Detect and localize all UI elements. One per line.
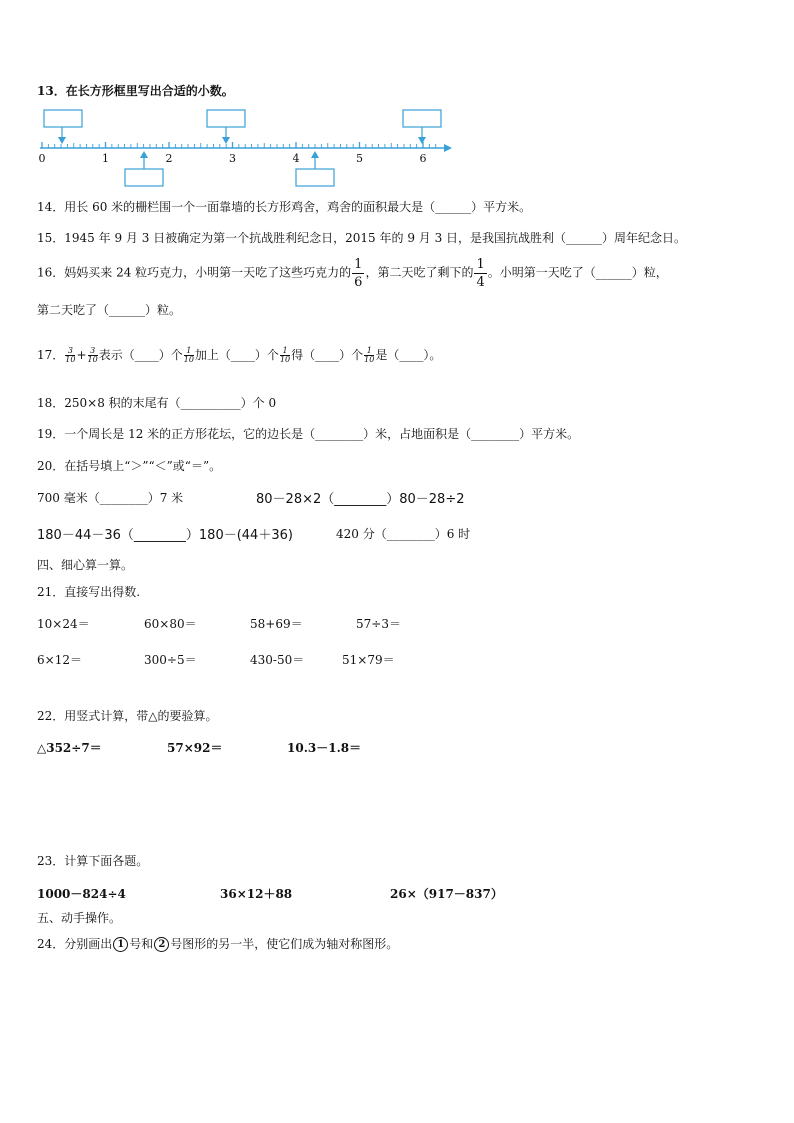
q21-item: 57÷3＝ [356, 617, 401, 631]
q16-part3: 。小明第一天吃了（______）粒， [487, 265, 668, 280]
q17-num: 17． [37, 348, 65, 362]
tick-label: 3 [229, 152, 236, 165]
answer-box-top-3[interactable] [403, 110, 441, 127]
q17-t3: 得（____）个 [291, 348, 364, 362]
circled-1-icon: 1 [113, 937, 128, 952]
answer-box-bottom-2[interactable] [296, 169, 334, 186]
arrow-down-icon [222, 137, 230, 144]
q20-label: 20．在括号填上“＞”“＜”或“＝”。 [37, 459, 222, 473]
q16-part2: ，第二天吃了剩下的 [365, 265, 474, 280]
q17-t1: 表示（____）个 [98, 348, 183, 362]
section-4-title: 四、细心算一算。 [37, 558, 134, 572]
fraction-one-quarter: $\frac{1}{4}$ [476, 257, 485, 290]
q24-part3: 号图形的另一半，使它们成为轴对称图形。 [170, 937, 399, 951]
q21-item: 51×79＝ [342, 653, 395, 667]
tick-label: 0 [38, 152, 46, 165]
q23-item: 26×（917－837） [390, 887, 503, 901]
answer-box-bottom-1[interactable] [125, 169, 163, 186]
q16-line1 [37, 257, 668, 289]
q21-item: 430-50＝ [250, 653, 305, 667]
q23-item: 36×12＋88 [220, 887, 293, 901]
q19-text: 19．一个周长是 12 米的正方形花坛，它的边长是（________）米，占地面积是（________）平方米。 [37, 427, 580, 441]
q14-text: 14．用长 60 米的栅栏围一个一面靠墙的长方形鸡舍，鸡舍的面积最大是（______）平方米。 [37, 200, 532, 214]
section-5-title: 五、动手操作。 [37, 911, 122, 925]
q24-line [37, 935, 398, 953]
q21-item: 300÷5＝ [144, 653, 197, 667]
answer-box-top-1[interactable] [44, 110, 82, 127]
q20-compare-3: 180－44－36（________）180－(44＋36) [37, 528, 293, 543]
q20-compare-1: 700 毫米（________）7 米 [37, 491, 184, 505]
q20-compare-4: 420 分（________）6 时 [336, 527, 471, 541]
tick-label: 1 [102, 152, 109, 165]
q21-item: 60×80＝ [144, 617, 197, 631]
fraction-3-10: $\frac{3}{10}$ [65, 346, 76, 364]
q13-label: 13．在长方形框里写出合适的小数。 [37, 84, 234, 98]
q16-line2: 第二天吃了（______）粒。 [37, 303, 182, 317]
fraction-one-sixth: $\frac{1}{6}$ [354, 257, 363, 290]
q22-item: 10.3－1.8＝ [287, 741, 362, 755]
plus-sign: + [76, 348, 87, 362]
fraction-1-10: $\frac{1}{10}$ [279, 346, 291, 364]
tick-label: 2 [165, 152, 173, 165]
q22-label: 22．用竖式计算，带△的要验算。 [37, 709, 218, 723]
fraction-1-10: $\frac{1}{10}$ [183, 346, 194, 364]
q24-part2: 号和 [129, 937, 154, 951]
answer-box-top-2[interactable] [207, 110, 245, 127]
q16-part1: 16．妈妈买来 24 粒巧克力，小明第一天吃了这些巧克力的 [37, 265, 352, 280]
q21-item: 10×24＝ [37, 617, 90, 631]
arrow-down-icon [418, 137, 426, 144]
tick-label: 6 [419, 152, 427, 165]
circled-2-icon: 2 [154, 937, 169, 952]
q23-item: 1000－824÷4 [37, 887, 126, 901]
q22-item: 57×92＝ [167, 741, 223, 755]
q15-text: 15．1945 年 9 月 3 日被确定为第一个抗战胜利纪念日，2015 年的 9 月 3 日，是我国抗战胜利（______）周年纪念日。 [37, 231, 687, 245]
q18-text: 18．250×8 积的末尾有（__________）个 0 [37, 396, 277, 410]
tick-label: 5 [356, 152, 363, 165]
q21-item: 58+69＝ [250, 617, 303, 631]
q23-label: 23．计算下面各题。 [37, 854, 149, 868]
q22-item: △352÷7＝ [37, 741, 102, 755]
q21-label: 21．直接写出得数. [37, 585, 141, 599]
arrow-down-icon [58, 137, 66, 144]
fraction-1-10: $\frac{1}{10}$ [364, 346, 375, 364]
q17-t4: 是（____）。 [375, 348, 442, 362]
q17-t2: 加上（____）个 [194, 348, 279, 362]
q20-compare-2: 80－28×2（________）80－28÷2 [256, 492, 465, 507]
fraction-3-10: $\frac{3}{10}$ [87, 346, 98, 364]
q21-item: 6×12＝ [37, 653, 82, 667]
q24-part1: 24．分别画出 [37, 937, 113, 951]
arrow-up-icon [311, 151, 319, 158]
tick-label: 4 [292, 152, 300, 165]
arrow-up-icon [140, 151, 148, 158]
axis-arrow-icon [444, 144, 452, 152]
q17-line [37, 344, 441, 366]
